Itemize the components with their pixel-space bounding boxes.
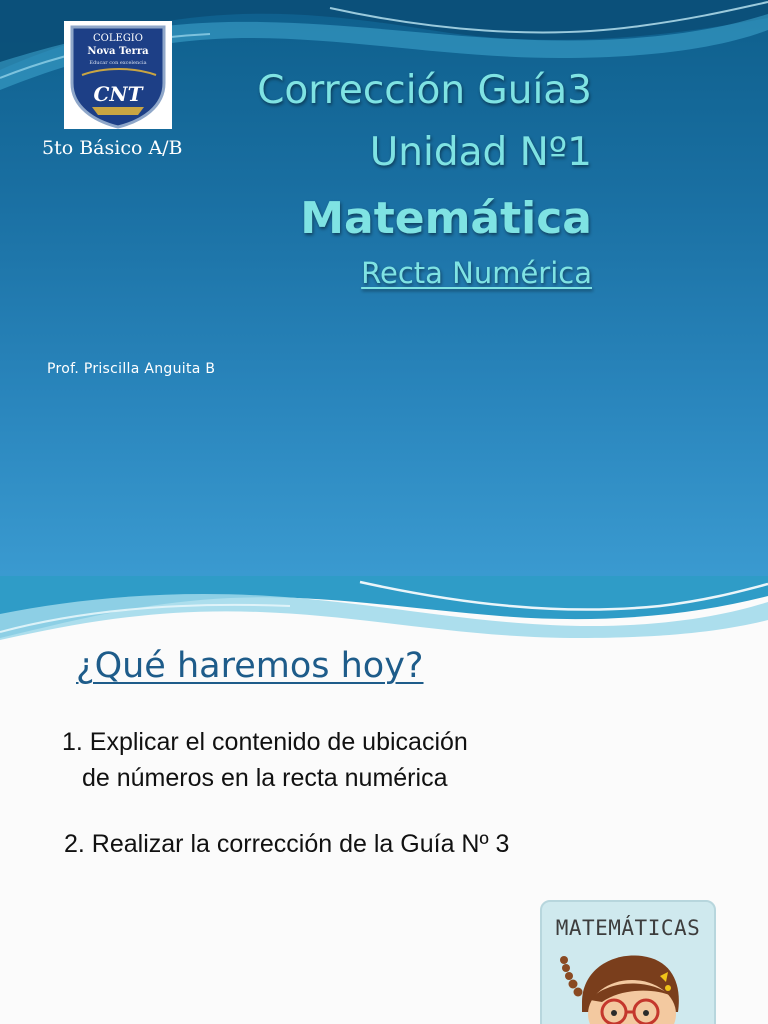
title-line-2: Unidad Nº1 bbox=[369, 130, 592, 175]
logo-name-text: Nova Terra bbox=[87, 46, 149, 57]
girl-with-glasses-icon bbox=[542, 942, 714, 1024]
math-illustration-card bbox=[540, 900, 716, 1024]
logo-initials: CNT bbox=[93, 82, 143, 106]
agenda-slide bbox=[0, 576, 768, 1024]
agenda-item-2: 2. Realizar la corrección de la Guía Nº 3 bbox=[64, 830, 510, 858]
agenda-item-1-line-2: de números en la recta numérica bbox=[82, 764, 448, 792]
agenda-heading: ¿Qué haremos hoy? bbox=[76, 646, 424, 686]
logo-top-text: COLEGIO bbox=[93, 33, 143, 44]
agenda-item-1-line-1: 1. Explicar el contenido de ubicación bbox=[62, 728, 468, 756]
agenda-wave-decoration bbox=[0, 576, 768, 656]
title-line-3: Matemática bbox=[300, 193, 592, 244]
card-title: MATEMÁTICAS bbox=[555, 916, 701, 940]
professor-name: Prof. Priscilla Anguita B bbox=[47, 361, 216, 377]
logo-motto-text: Educar con excelencia bbox=[89, 60, 147, 66]
course-label: 5to Básico A/B bbox=[42, 137, 183, 159]
title-line-1: Corrección Guía3 bbox=[257, 68, 592, 113]
slide-title bbox=[112, 60, 592, 290]
slide-subtitle: Recta Numérica bbox=[361, 256, 592, 290]
